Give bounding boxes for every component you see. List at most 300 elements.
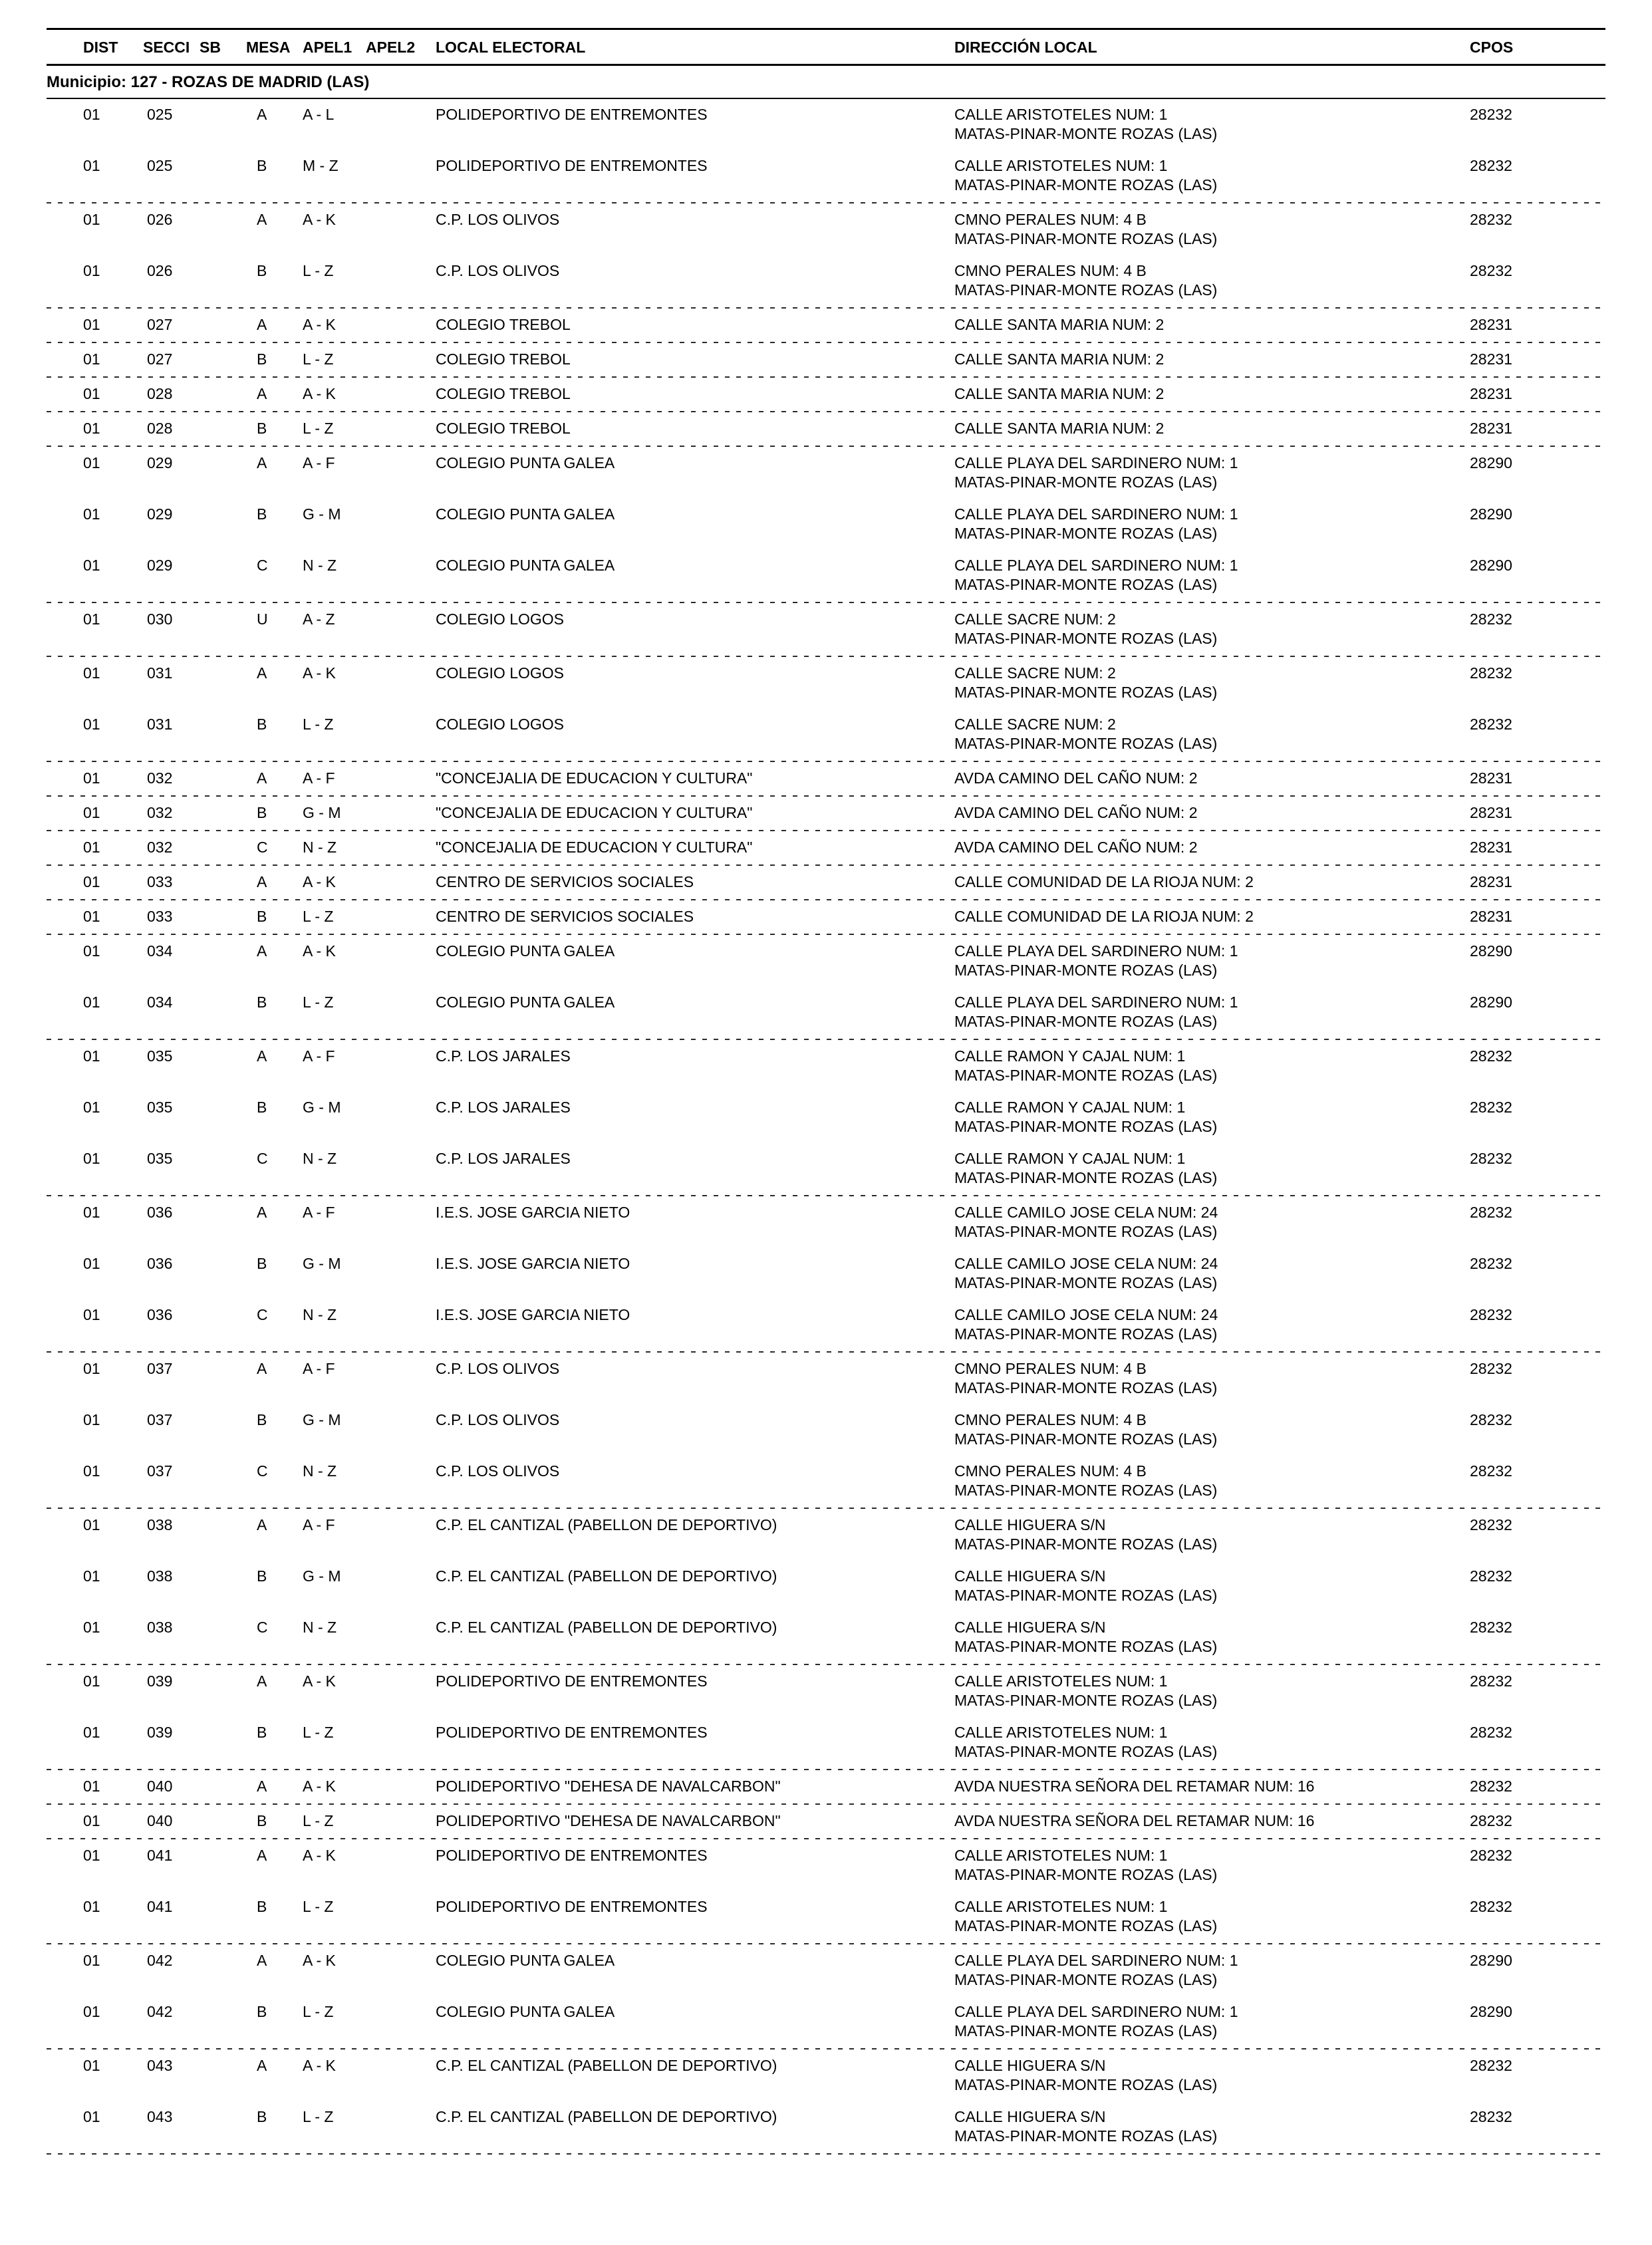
cell-cpos: 28232 <box>1470 1150 1512 1167</box>
cell-dist: 01 <box>83 610 100 628</box>
cell-local-electoral: C.P. LOS JARALES <box>436 1099 571 1116</box>
cell-mesa: B <box>257 908 267 925</box>
col-header-direccion: DIRECCIÓN LOCAL <box>954 39 1097 56</box>
municipio-header: Municipio: 127 - ROZAS DE MADRID (LAS) <box>47 73 370 91</box>
cell-direccion-local <box>954 1098 1470 1136</box>
direccion-line2: MATAS-PINAR-MONTE ROZAS (LAS) <box>954 576 1218 593</box>
direccion-line1: CALLE CAMILO JOSE CELA NUM: 24 <box>954 1255 1218 1272</box>
cell-apel1: A - K <box>303 1672 336 1690</box>
cell-cpos: 28232 <box>1470 1360 1512 1377</box>
cell-mesa: B <box>257 993 267 1011</box>
cell-dist: 01 <box>83 769 100 787</box>
cell-apel1: A - K <box>303 873 336 890</box>
direccion-line2: MATAS-PINAR-MONTE ROZAS (LAS) <box>954 281 1218 299</box>
cell-secci: 042 <box>147 2003 173 2020</box>
cell-mesa: B <box>257 2108 267 2125</box>
cell-apel1: A - K <box>303 1952 336 1969</box>
cell-mesa: A <box>257 664 267 682</box>
cell-secci: 025 <box>147 157 173 174</box>
direccion-line2: MATAS-PINAR-MONTE ROZAS (LAS) <box>954 735 1218 752</box>
table-row <box>47 901 1605 933</box>
cell-direccion-local <box>954 1410 1470 1449</box>
cell-secci: 027 <box>147 316 173 333</box>
cell-apel1: A - K <box>303 664 336 682</box>
cell-mesa: A <box>257 1672 267 1690</box>
cell-dist: 01 <box>83 1812 100 1829</box>
cell-apel1: L - Z <box>303 993 334 1011</box>
cell-secci: 040 <box>147 1812 173 1829</box>
table-row <box>47 309 1605 341</box>
cell-apel1: L - Z <box>303 420 334 437</box>
cell-cpos: 28290 <box>1470 993 1512 1011</box>
cell-direccion-local <box>954 1305 1470 1344</box>
cell-apel1: A - K <box>303 316 336 333</box>
row-separator <box>47 830 1605 831</box>
cell-mesa: C <box>257 839 268 856</box>
cell-direccion-local <box>954 1846 1470 1885</box>
cell-local-electoral: COLEGIO PUNTA GALEA <box>436 993 615 1011</box>
direccion-line2: MATAS-PINAR-MONTE ROZAS (LAS) <box>954 125 1218 142</box>
cell-local-electoral: "CONCEJALIA DE EDUCACION Y CULTURA" <box>436 769 753 787</box>
cell-mesa: A <box>257 454 267 471</box>
cell-dist: 01 <box>83 664 100 682</box>
cell-cpos: 28232 <box>1470 1306 1512 1323</box>
direccion-line2: MATAS-PINAR-MONTE ROZAS (LAS) <box>954 1274 1218 1291</box>
cell-secci: 036 <box>147 1255 173 1272</box>
cell-dist: 01 <box>83 1462 100 1480</box>
row-separator <box>47 864 1605 866</box>
direccion-line2: MATAS-PINAR-MONTE ROZAS (LAS) <box>954 230 1218 247</box>
cell-direccion-local <box>954 2056 1470 2095</box>
row-separator <box>47 342 1605 343</box>
cell-apel1: A - Z <box>303 610 335 628</box>
cell-apel1: A - F <box>303 1204 335 1221</box>
row-separator <box>47 1039 1605 1040</box>
row-separator <box>47 446 1605 447</box>
cell-mesa: B <box>257 1812 267 1829</box>
cell-cpos: 28232 <box>1470 2057 1512 2074</box>
cell-mesa: B <box>257 1724 267 1741</box>
cell-local-electoral: POLIDEPORTIVO "DEHESA DE NAVALCARBON" <box>436 1778 781 1795</box>
table-row <box>47 204 1605 255</box>
cell-direccion-local <box>954 993 1470 1031</box>
cell-dist: 01 <box>83 350 100 368</box>
cell-dist: 01 <box>83 2057 100 2074</box>
direccion-line1: CALLE PLAYA DEL SARDINERO NUM: 1 <box>954 454 1238 471</box>
cell-local-electoral: COLEGIO PUNTA GALEA <box>436 454 615 471</box>
cell-local-electoral: POLIDEPORTIVO DE ENTREMONTES <box>436 1672 708 1690</box>
cell-cpos: 28232 <box>1470 157 1512 174</box>
direccion-line2: MATAS-PINAR-MONTE ROZAS (LAS) <box>954 1917 1218 1934</box>
row-separator <box>47 1943 1605 1944</box>
cell-direccion-local <box>954 1811 1470 1831</box>
cell-secci: 035 <box>147 1150 173 1167</box>
cell-direccion-local <box>954 105 1470 144</box>
cell-apel1: G - M <box>303 1411 341 1428</box>
cell-apel1: A - K <box>303 385 336 402</box>
cell-apel1: A - F <box>303 1047 335 1065</box>
direccion-line1: AVDA NUESTRA SEÑORA DEL RETAMAR NUM: 16 <box>954 1778 1315 1795</box>
direccion-line2: MATAS-PINAR-MONTE ROZAS (LAS) <box>954 1866 1218 1883</box>
cell-cpos: 28232 <box>1470 716 1512 733</box>
cell-secci: 040 <box>147 1778 173 1795</box>
direccion-line1: CALLE PLAYA DEL SARDINERO NUM: 1 <box>954 942 1238 960</box>
table-row <box>47 797 1605 829</box>
cell-mesa: B <box>257 157 267 174</box>
cell-secci: 037 <box>147 1462 173 1480</box>
cell-direccion-local <box>954 715 1470 753</box>
cell-mesa: A <box>257 1204 267 1221</box>
cell-apel1: L - Z <box>303 716 334 733</box>
cell-cpos: 28232 <box>1470 1047 1512 1065</box>
table-header <box>47 30 1605 64</box>
row-separator <box>47 202 1605 203</box>
direccion-line2: MATAS-PINAR-MONTE ROZAS (LAS) <box>954 1482 1218 1499</box>
cell-apel1: L - Z <box>303 2108 334 2125</box>
cell-mesa: A <box>257 942 267 960</box>
cell-dist: 01 <box>83 157 100 174</box>
cell-local-electoral: C.P. LOS JARALES <box>436 1047 571 1065</box>
cell-mesa: B <box>257 716 267 733</box>
cell-apel1: N - Z <box>303 557 337 574</box>
cell-local-electoral: COLEGIO TREBOL <box>436 350 571 368</box>
col-header-local: LOCAL ELECTORAL <box>436 39 586 56</box>
cell-direccion-local <box>954 942 1470 980</box>
cell-apel1: A - F <box>303 1516 335 1533</box>
cell-mesa: A <box>257 211 267 228</box>
cell-local-electoral: C.P. LOS OLIVOS <box>436 211 560 228</box>
col-header-secci: SECCI <box>143 39 190 56</box>
table-row <box>47 1456 1605 1507</box>
cell-secci: 037 <box>147 1411 173 1428</box>
cell-mesa: B <box>257 804 267 821</box>
cell-apel1: A - K <box>303 1847 336 1864</box>
cell-apel1: G - M <box>303 1255 341 1272</box>
cell-apel1: A - L <box>303 106 335 123</box>
cell-local-electoral: C.P. LOS OLIVOS <box>436 1462 560 1480</box>
cell-cpos: 28231 <box>1470 420 1512 437</box>
table-row <box>47 1510 1605 1561</box>
table-row <box>47 1666 1605 1717</box>
table-row <box>47 150 1605 201</box>
cell-secci: 028 <box>147 420 173 437</box>
cell-direccion-local <box>954 556 1470 594</box>
cell-dist: 01 <box>83 1847 100 1864</box>
direccion-line1: CALLE ARISTOTELES NUM: 1 <box>954 1672 1168 1690</box>
direccion-line2: MATAS-PINAR-MONTE ROZAS (LAS) <box>954 2127 1218 2145</box>
cell-cpos: 28290 <box>1470 454 1512 471</box>
cell-mesa: A <box>257 1516 267 1533</box>
col-header-apel2: APEL2 <box>366 39 416 56</box>
cell-secci: 036 <box>147 1204 173 1221</box>
cell-dist: 01 <box>83 2108 100 2125</box>
table-row <box>47 1717 1605 1768</box>
direccion-line2: MATAS-PINAR-MONTE ROZAS (LAS) <box>954 1692 1218 1709</box>
cell-local-electoral: "CONCEJALIA DE EDUCACION Y CULTURA" <box>436 839 753 856</box>
cell-cpos: 28231 <box>1470 839 1512 856</box>
col-header-mesa: MESA <box>246 39 291 56</box>
cell-cpos: 28232 <box>1470 106 1512 123</box>
cell-mesa: U <box>257 610 268 628</box>
cell-dist: 01 <box>83 1099 100 1116</box>
cell-local-electoral: I.E.S. JOSE GARCIA NIETO <box>436 1255 630 1272</box>
direccion-line1: AVDA CAMINO DEL CAÑO NUM: 2 <box>954 804 1198 821</box>
direccion-line1: CALLE SACRE NUM: 2 <box>954 610 1116 628</box>
cell-dist: 01 <box>83 1150 100 1167</box>
cell-cpos: 28290 <box>1470 557 1512 574</box>
cell-apel1: M - Z <box>303 157 339 174</box>
cell-mesa: A <box>257 316 267 333</box>
direccion-line1: CALLE HIGUERA S/N <box>954 1567 1106 1585</box>
cell-dist: 01 <box>83 1567 100 1585</box>
cell-apel1: N - Z <box>303 1462 337 1480</box>
cell-dist: 01 <box>83 385 100 402</box>
cell-secci: 028 <box>147 385 173 402</box>
cell-mesa: A <box>257 1952 267 1969</box>
col-header-apel1: APEL1 <box>303 39 352 56</box>
cell-direccion-local <box>954 2107 1470 2146</box>
row-separator <box>47 795 1605 797</box>
cell-apel1: G - M <box>303 1099 341 1116</box>
cell-mesa: A <box>257 769 267 787</box>
cell-direccion-local <box>954 350 1470 369</box>
cell-cpos: 28290 <box>1470 1952 1512 1969</box>
row-separator <box>47 1803 1605 1805</box>
row-separator <box>47 1351 1605 1353</box>
cell-direccion-local <box>954 210 1470 249</box>
col-header-cpos: CPOS <box>1470 39 1514 56</box>
cell-mesa: A <box>257 1778 267 1795</box>
direccion-line2: MATAS-PINAR-MONTE ROZAS (LAS) <box>954 684 1218 701</box>
cell-secci: 029 <box>147 505 173 523</box>
cell-local-electoral: COLEGIO LOGOS <box>436 716 564 733</box>
table-row <box>47 2050 1605 2101</box>
direccion-line1: AVDA CAMINO DEL CAÑO NUM: 2 <box>954 769 1198 787</box>
cell-dist: 01 <box>83 1778 100 1795</box>
cell-cpos: 28232 <box>1470 1516 1512 1533</box>
cell-secci: 034 <box>147 993 173 1011</box>
cell-cpos: 28232 <box>1470 1099 1512 1116</box>
table-row <box>47 604 1605 655</box>
cell-local-electoral: COLEGIO LOGOS <box>436 610 564 628</box>
cell-secci: 042 <box>147 1952 173 1969</box>
row-separator <box>47 307 1605 309</box>
table-row <box>47 1840 1605 1891</box>
cell-direccion-local <box>954 664 1470 702</box>
cell-dist: 01 <box>83 993 100 1011</box>
table-row <box>47 2101 1605 2153</box>
cell-local-electoral: C.P. EL CANTIZAL (PABELLON DE DEPORTIVO) <box>436 2057 777 2074</box>
cell-secci: 043 <box>147 2057 173 2074</box>
cell-secci: 032 <box>147 804 173 821</box>
direccion-line1: CALLE PLAYA DEL SARDINERO NUM: 1 <box>954 993 1238 1011</box>
cell-cpos: 28232 <box>1470 664 1512 682</box>
cell-mesa: A <box>257 1047 267 1065</box>
cell-secci: 032 <box>147 839 173 856</box>
cell-cpos: 28232 <box>1470 1204 1512 1221</box>
cell-apel1: N - Z <box>303 839 337 856</box>
direccion-line2: MATAS-PINAR-MONTE ROZAS (LAS) <box>954 525 1218 542</box>
cell-cpos: 28232 <box>1470 1411 1512 1428</box>
direccion-line2: MATAS-PINAR-MONTE ROZAS (LAS) <box>954 1169 1218 1186</box>
cell-cpos: 28232 <box>1470 1255 1512 1272</box>
table-row <box>47 1612 1605 1663</box>
direccion-line1: CALLE ARISTOTELES NUM: 1 <box>954 106 1168 123</box>
cell-cpos: 28231 <box>1470 350 1512 368</box>
cell-apel1: L - Z <box>303 2003 334 2020</box>
direccion-line1: CALLE CAMILO JOSE CELA NUM: 24 <box>954 1306 1218 1323</box>
cell-local-electoral: C.P. EL CANTIZAL (PABELLON DE DEPORTIVO) <box>436 1619 777 1636</box>
cell-secci: 043 <box>147 2108 173 2125</box>
cell-apel1: N - Z <box>303 1150 337 1167</box>
cell-direccion-local <box>954 2002 1470 2041</box>
cell-dist: 01 <box>83 942 100 960</box>
cell-apel1: L - Z <box>303 1724 334 1741</box>
cell-local-electoral: COLEGIO TREBOL <box>436 316 571 333</box>
table-row <box>47 832 1605 864</box>
cell-direccion-local <box>954 1047 1470 1085</box>
direccion-line1: CALLE RAMON Y CAJAL NUM: 1 <box>954 1150 1186 1167</box>
cell-secci: 035 <box>147 1047 173 1065</box>
cell-local-electoral: C.P. LOS OLIVOS <box>436 1360 560 1377</box>
direccion-line1: CALLE RAMON Y CAJAL NUM: 1 <box>954 1099 1186 1116</box>
row-separator <box>47 1508 1605 1509</box>
cell-cpos: 28290 <box>1470 942 1512 960</box>
direccion-line2: MATAS-PINAR-MONTE ROZAS (LAS) <box>954 1067 1218 1084</box>
direccion-line2: MATAS-PINAR-MONTE ROZAS (LAS) <box>954 2022 1218 2040</box>
cell-secci: 036 <box>147 1306 173 1323</box>
cell-cpos: 28232 <box>1470 1672 1512 1690</box>
table-row <box>47 1561 1605 1612</box>
cell-direccion-local <box>954 1203 1470 1242</box>
cell-mesa: B <box>257 1255 267 1272</box>
table-row <box>47 99 1605 150</box>
cell-local-electoral: C.P. LOS JARALES <box>436 1150 571 1167</box>
cell-secci: 031 <box>147 716 173 733</box>
cell-secci: 039 <box>147 1724 173 1741</box>
direccion-line2: MATAS-PINAR-MONTE ROZAS (LAS) <box>954 2076 1218 2093</box>
cell-dist: 01 <box>83 716 100 733</box>
cell-local-electoral: COLEGIO TREBOL <box>436 420 571 437</box>
direccion-line1: CALLE PLAYA DEL SARDINERO NUM: 1 <box>954 557 1238 574</box>
cell-secci: 038 <box>147 1619 173 1636</box>
cell-cpos: 28231 <box>1470 769 1512 787</box>
cell-cpos: 28232 <box>1470 610 1512 628</box>
cell-local-electoral: C.P. LOS OLIVOS <box>436 1411 560 1428</box>
direccion-line1: CALLE ARISTOTELES NUM: 1 <box>954 1847 1168 1864</box>
table-row <box>47 658 1605 709</box>
direccion-line1: CALLE SANTA MARIA NUM: 2 <box>954 316 1165 333</box>
direccion-line1: AVDA NUESTRA SEÑORA DEL RETAMAR NUM: 16 <box>954 1812 1315 1829</box>
direccion-line2: MATAS-PINAR-MONTE ROZAS (LAS) <box>954 630 1218 647</box>
row-separator <box>47 1664 1605 1665</box>
cell-direccion-local <box>954 1149 1470 1188</box>
direccion-line2: MATAS-PINAR-MONTE ROZAS (LAS) <box>954 1325 1218 1343</box>
cell-dist: 01 <box>83 1047 100 1065</box>
cell-direccion-local <box>954 454 1470 492</box>
direccion-line2: MATAS-PINAR-MONTE ROZAS (LAS) <box>954 1013 1218 1030</box>
cell-mesa: B <box>257 2003 267 2020</box>
cell-cpos: 28290 <box>1470 2003 1512 2020</box>
direccion-line1: CALLE HIGUERA S/N <box>954 2108 1106 2125</box>
table-row <box>47 1996 1605 2047</box>
table-row <box>47 1041 1605 1092</box>
cell-direccion-local <box>954 769 1470 788</box>
cell-cpos: 28232 <box>1470 211 1512 228</box>
table-row <box>47 936 1605 987</box>
cell-apel1: L - Z <box>303 350 334 368</box>
cell-apel1: L - Z <box>303 1812 334 1829</box>
cell-dist: 01 <box>83 1898 100 1915</box>
cell-local-electoral: I.E.S. JOSE GARCIA NIETO <box>436 1204 630 1221</box>
table-row <box>47 448 1605 499</box>
cell-local-electoral: CENTRO DE SERVICIOS SOCIALES <box>436 873 694 890</box>
direccion-line1: CALLE SANTA MARIA NUM: 2 <box>954 420 1165 437</box>
table-row <box>47 1805 1605 1837</box>
cell-cpos: 28290 <box>1470 505 1512 523</box>
cell-dist: 01 <box>83 1204 100 1221</box>
direccion-line2: MATAS-PINAR-MONTE ROZAS (LAS) <box>954 473 1218 491</box>
cell-apel1: G - M <box>303 1567 341 1585</box>
row-separator <box>47 376 1605 378</box>
table-row <box>47 1248 1605 1299</box>
direccion-line1: CALLE PLAYA DEL SARDINERO NUM: 1 <box>954 1952 1238 1969</box>
cell-local-electoral: POLIDEPORTIVO DE ENTREMONTES <box>436 157 708 174</box>
table-row <box>47 1404 1605 1456</box>
cell-secci: 026 <box>147 262 173 279</box>
cell-apel1: L - Z <box>303 262 334 279</box>
cell-mesa: B <box>257 1567 267 1585</box>
direccion-line1: CMNO PERALES NUM: 4 B <box>954 1411 1147 1428</box>
cell-local-electoral: COLEGIO TREBOL <box>436 385 571 402</box>
cell-local-electoral: C.P. EL CANTIZAL (PABELLON DE DEPORTIVO) <box>436 1516 777 1533</box>
direccion-line1: CALLE RAMON Y CAJAL NUM: 1 <box>954 1047 1186 1065</box>
cell-secci: 031 <box>147 664 173 682</box>
cell-mesa: A <box>257 106 267 123</box>
cell-direccion-local <box>954 1254 1470 1293</box>
cell-apel1: A - F <box>303 769 335 787</box>
cell-mesa: A <box>257 1847 267 1864</box>
table-row <box>47 866 1605 898</box>
cell-cpos: 28232 <box>1470 1778 1512 1795</box>
cell-mesa: B <box>257 420 267 437</box>
cell-direccion-local <box>954 1516 1470 1554</box>
cell-dist: 01 <box>83 2003 100 2020</box>
cell-dist: 01 <box>83 873 100 890</box>
cell-dist: 01 <box>83 1411 100 1428</box>
cell-dist: 01 <box>83 804 100 821</box>
table-row <box>47 255 1605 307</box>
cell-local-electoral: "CONCEJALIA DE EDUCACION Y CULTURA" <box>436 804 753 821</box>
cell-local-electoral: POLIDEPORTIVO DE ENTREMONTES <box>436 1847 708 1864</box>
direccion-line1: CALLE SANTA MARIA NUM: 2 <box>954 385 1165 402</box>
cell-direccion-local <box>954 838 1470 857</box>
cell-direccion-local <box>954 872 1470 892</box>
table-row <box>47 987 1605 1038</box>
cell-direccion-local <box>954 505 1470 543</box>
table-body <box>47 99 1605 2155</box>
cell-mesa: B <box>257 262 267 279</box>
row-separator <box>47 411 1605 412</box>
direccion-line2: MATAS-PINAR-MONTE ROZAS (LAS) <box>954 1587 1218 1604</box>
cell-local-electoral: COLEGIO LOGOS <box>436 664 564 682</box>
direccion-line2: MATAS-PINAR-MONTE ROZAS (LAS) <box>954 1638 1218 1655</box>
table-row <box>47 413 1605 445</box>
direccion-line1: CALLE HIGUERA S/N <box>954 1516 1106 1533</box>
cell-local-electoral: COLEGIO PUNTA GALEA <box>436 2003 615 2020</box>
table-row <box>47 709 1605 760</box>
table-row <box>47 1771 1605 1803</box>
